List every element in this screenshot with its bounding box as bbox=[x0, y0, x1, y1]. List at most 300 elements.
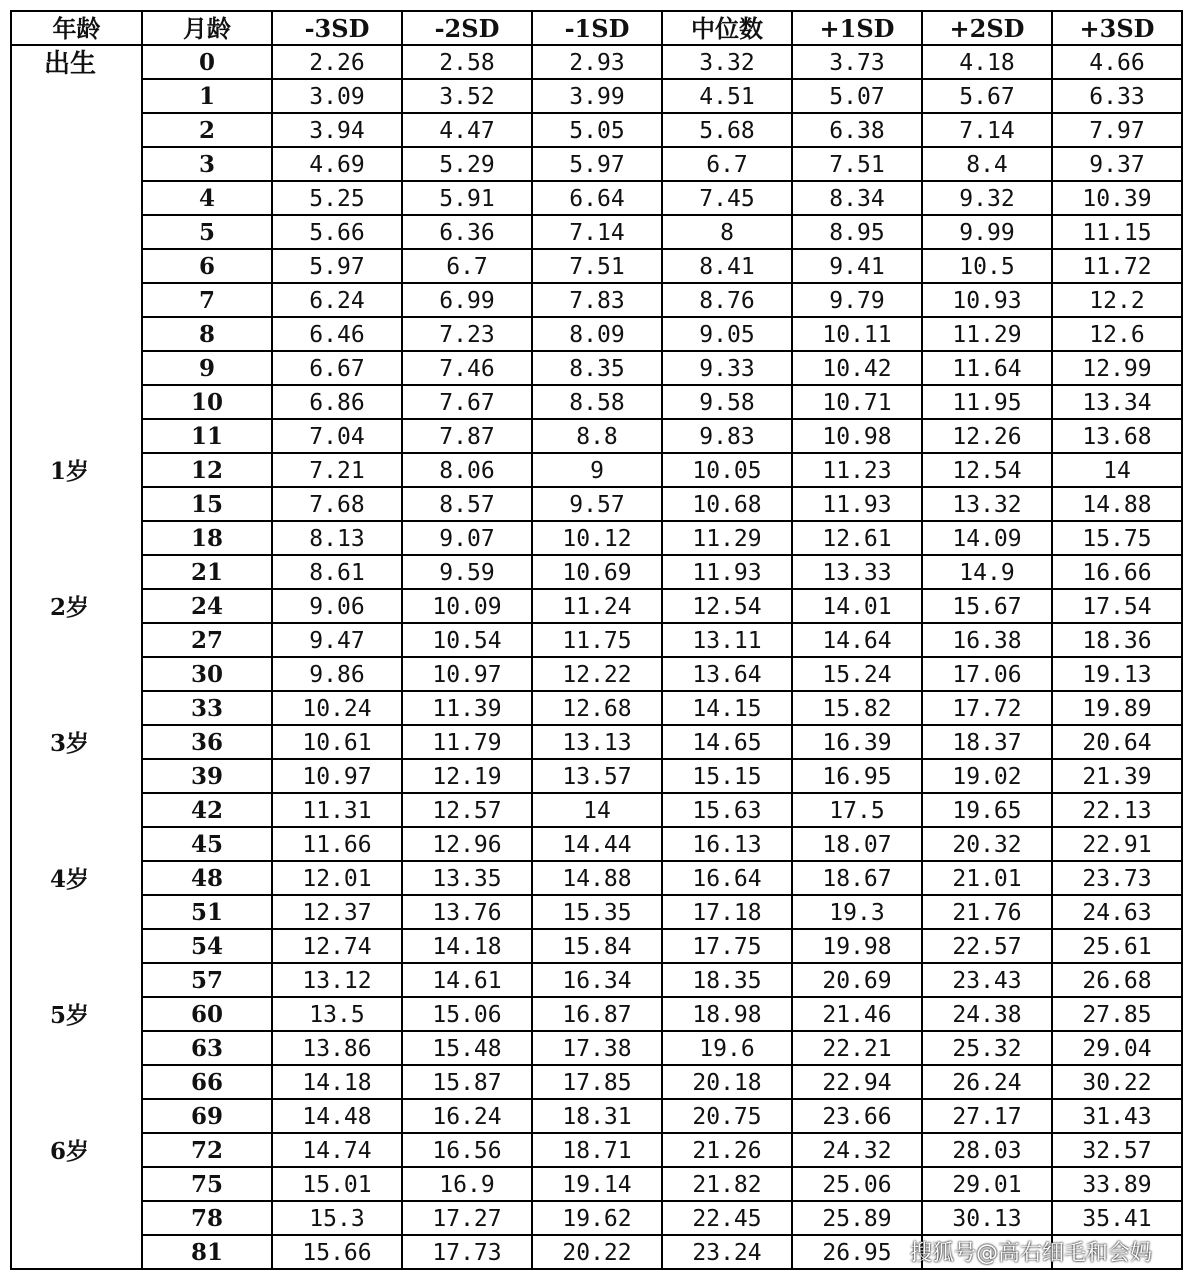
value-cell: 17.73 bbox=[402, 1235, 532, 1269]
value-cell: 27.85 bbox=[1052, 997, 1182, 1031]
month-cell: 1 bbox=[142, 79, 272, 113]
value-cell: 9.59 bbox=[402, 555, 532, 589]
value-cell: 10.97 bbox=[272, 759, 402, 793]
value-cell: 5.25 bbox=[272, 181, 402, 215]
value-cell: 24.38 bbox=[922, 997, 1052, 1031]
value-cell: 11.23 bbox=[792, 453, 922, 487]
value-cell: 25.61 bbox=[1052, 929, 1182, 963]
value-cell: 14.15 bbox=[662, 691, 792, 725]
value-cell: 23.43 bbox=[922, 963, 1052, 997]
value-cell: 15.35 bbox=[532, 895, 662, 929]
table-row bbox=[11, 623, 1182, 657]
age-cell bbox=[11, 113, 142, 147]
value-cell: 12.26 bbox=[922, 419, 1052, 453]
value-cell: 17.75 bbox=[662, 929, 792, 963]
value-cell: 24.32 bbox=[792, 1133, 922, 1167]
value-cell: 15.75 bbox=[1052, 521, 1182, 555]
value-cell: 5.05 bbox=[532, 113, 662, 147]
value-cell: 10.39 bbox=[1052, 181, 1182, 215]
value-cell: 25.06 bbox=[792, 1167, 922, 1201]
month-cell: 7 bbox=[142, 283, 272, 317]
month-cell: 78 bbox=[142, 1201, 272, 1235]
value-cell: 15.67 bbox=[922, 589, 1052, 623]
value-cell: 13.35 bbox=[402, 861, 532, 895]
month-cell: 15 bbox=[142, 487, 272, 521]
value-cell: 16.64 bbox=[662, 861, 792, 895]
value-cell: 16.66 bbox=[1052, 555, 1182, 589]
value-cell: 6.7 bbox=[402, 249, 532, 283]
value-cell: 14.09 bbox=[922, 521, 1052, 555]
value-cell: 15.66 bbox=[272, 1235, 402, 1269]
age-cell bbox=[11, 827, 142, 861]
value-cell: 12.6 bbox=[1052, 317, 1182, 351]
value-cell: 3.73 bbox=[792, 45, 922, 79]
table-row bbox=[11, 79, 1182, 113]
age-cell bbox=[11, 1099, 142, 1133]
table-row bbox=[11, 1201, 1182, 1235]
month-cell: 54 bbox=[142, 929, 272, 963]
value-cell: 9.57 bbox=[532, 487, 662, 521]
value-cell: 9.79 bbox=[792, 283, 922, 317]
table-row bbox=[11, 1167, 1182, 1201]
value-cell: 25.89 bbox=[792, 1201, 922, 1235]
value-cell: 14.65 bbox=[662, 725, 792, 759]
value-cell: 8.76 bbox=[662, 283, 792, 317]
value-cell: 21.76 bbox=[922, 895, 1052, 929]
month-cell: 6 bbox=[142, 249, 272, 283]
value-cell: 17.54 bbox=[1052, 589, 1182, 623]
value-cell: 5.68 bbox=[662, 113, 792, 147]
month-cell: 75 bbox=[142, 1167, 272, 1201]
value-cell: 12.61 bbox=[792, 521, 922, 555]
age-cell bbox=[11, 79, 142, 113]
age-cell: 4岁 bbox=[11, 861, 142, 895]
value-cell: 19.14 bbox=[532, 1167, 662, 1201]
table-row bbox=[11, 997, 1182, 1031]
age-cell: 出生 bbox=[11, 45, 142, 79]
value-cell: 3.09 bbox=[272, 79, 402, 113]
value-cell: 2.93 bbox=[532, 45, 662, 79]
value-cell: 5.67 bbox=[922, 79, 1052, 113]
table-row bbox=[11, 45, 1182, 79]
age-cell bbox=[11, 555, 142, 589]
value-cell: 11.95 bbox=[922, 385, 1052, 419]
age-cell bbox=[11, 215, 142, 249]
value-cell: 13.13 bbox=[532, 725, 662, 759]
value-cell: 17.06 bbox=[922, 657, 1052, 691]
value-cell: 14.61 bbox=[402, 963, 532, 997]
age-cell bbox=[11, 793, 142, 827]
value-cell: 10.68 bbox=[662, 487, 792, 521]
value-cell: 26.24 bbox=[922, 1065, 1052, 1099]
value-cell: 7.14 bbox=[922, 113, 1052, 147]
value-cell: 6.46 bbox=[272, 317, 402, 351]
value-cell: 5.97 bbox=[532, 147, 662, 181]
month-cell: 2 bbox=[142, 113, 272, 147]
value-cell: 11.39 bbox=[402, 691, 532, 725]
age-cell bbox=[11, 759, 142, 793]
value-cell: 14 bbox=[532, 793, 662, 827]
value-cell: 19.98 bbox=[792, 929, 922, 963]
value-cell: 11.79 bbox=[402, 725, 532, 759]
value-cell: 3.52 bbox=[402, 79, 532, 113]
value-cell: 10.11 bbox=[792, 317, 922, 351]
value-cell: 9.33 bbox=[662, 351, 792, 385]
value-cell: 16.39 bbox=[792, 725, 922, 759]
month-cell: 39 bbox=[142, 759, 272, 793]
value-cell: 8.4 bbox=[922, 147, 1052, 181]
value-cell: 6.99 bbox=[402, 283, 532, 317]
value-cell: 20.32 bbox=[922, 827, 1052, 861]
value-cell: 21.26 bbox=[662, 1133, 792, 1167]
month-cell: 33 bbox=[142, 691, 272, 725]
value-cell: 5.07 bbox=[792, 79, 922, 113]
watermark: 搜狐号@高右细毛和会妈 bbox=[910, 1241, 1153, 1266]
value-cell: 16.24 bbox=[402, 1099, 532, 1133]
value-cell: 35.41 bbox=[1052, 1201, 1182, 1235]
value-cell: 17.85 bbox=[532, 1065, 662, 1099]
month-cell: 11 bbox=[142, 419, 272, 453]
table-body bbox=[11, 45, 1182, 1269]
value-cell: 7.45 bbox=[662, 181, 792, 215]
col-header-minus3sd: -3SD bbox=[272, 11, 402, 45]
value-cell: 14.01 bbox=[792, 589, 922, 623]
value-cell: 18.35 bbox=[662, 963, 792, 997]
month-cell: 69 bbox=[142, 1099, 272, 1133]
value-cell: 5.29 bbox=[402, 147, 532, 181]
value-cell: 9.47 bbox=[272, 623, 402, 657]
value-cell: 16.34 bbox=[532, 963, 662, 997]
value-cell: 13.76 bbox=[402, 895, 532, 929]
value-cell: 15.84 bbox=[532, 929, 662, 963]
table-row bbox=[11, 1031, 1182, 1065]
value-cell: 16.38 bbox=[922, 623, 1052, 657]
value-cell: 10.93 bbox=[922, 283, 1052, 317]
col-header-minus2sd: -2SD bbox=[402, 11, 532, 45]
age-cell bbox=[11, 691, 142, 725]
value-cell: 10.54 bbox=[402, 623, 532, 657]
value-cell: 11.64 bbox=[922, 351, 1052, 385]
value-cell: 6.64 bbox=[532, 181, 662, 215]
value-cell: 21.82 bbox=[662, 1167, 792, 1201]
value-cell: 6.67 bbox=[272, 351, 402, 385]
value-cell: 14.48 bbox=[272, 1099, 402, 1133]
value-cell: 32.57 bbox=[1052, 1133, 1182, 1167]
value-cell: 7.87 bbox=[402, 419, 532, 453]
value-cell: 13.11 bbox=[662, 623, 792, 657]
value-cell: 10.71 bbox=[792, 385, 922, 419]
value-cell: 7.51 bbox=[792, 147, 922, 181]
table-row bbox=[11, 113, 1182, 147]
value-cell: 13.57 bbox=[532, 759, 662, 793]
value-cell: 13.86 bbox=[272, 1031, 402, 1065]
value-cell: 14 bbox=[1052, 453, 1182, 487]
month-cell: 27 bbox=[142, 623, 272, 657]
value-cell: 10.98 bbox=[792, 419, 922, 453]
value-cell: 7.46 bbox=[402, 351, 532, 385]
col-header-median: 中位数 bbox=[662, 11, 792, 45]
age-cell bbox=[11, 1201, 142, 1235]
age-cell bbox=[11, 487, 142, 521]
value-cell: 8.8 bbox=[532, 419, 662, 453]
value-cell: 29.04 bbox=[1052, 1031, 1182, 1065]
table-row bbox=[11, 419, 1182, 453]
table-row bbox=[11, 555, 1182, 589]
table-row bbox=[11, 759, 1182, 793]
value-cell: 29.01 bbox=[922, 1167, 1052, 1201]
value-cell: 12.96 bbox=[402, 827, 532, 861]
value-cell: 9.58 bbox=[662, 385, 792, 419]
value-cell: 16.56 bbox=[402, 1133, 532, 1167]
value-cell: 20.75 bbox=[662, 1099, 792, 1133]
value-cell: 12.01 bbox=[272, 861, 402, 895]
value-cell: 12.74 bbox=[272, 929, 402, 963]
value-cell: 18.37 bbox=[922, 725, 1052, 759]
month-cell: 21 bbox=[142, 555, 272, 589]
value-cell: 7.68 bbox=[272, 487, 402, 521]
age-cell bbox=[11, 249, 142, 283]
age-cell bbox=[11, 181, 142, 215]
month-cell: 5 bbox=[142, 215, 272, 249]
age-cell bbox=[11, 929, 142, 963]
value-cell: 22.45 bbox=[662, 1201, 792, 1235]
month-cell: 60 bbox=[142, 997, 272, 1031]
col-header-plus3sd: +3SD bbox=[1052, 11, 1182, 45]
value-cell: 14.74 bbox=[272, 1133, 402, 1167]
age-header: 年龄 bbox=[11, 11, 142, 45]
month-cell: 0 bbox=[142, 45, 272, 79]
col-header-plus1sd: +1SD bbox=[792, 11, 922, 45]
value-cell: 26.68 bbox=[1052, 963, 1182, 997]
value-cell: 22.21 bbox=[792, 1031, 922, 1065]
age-cell: 6岁 bbox=[11, 1133, 142, 1167]
value-cell: 4.69 bbox=[272, 147, 402, 181]
table-row bbox=[11, 453, 1182, 487]
value-cell: 17.72 bbox=[922, 691, 1052, 725]
age-cell bbox=[11, 385, 142, 419]
value-cell: 14.88 bbox=[1052, 487, 1182, 521]
age-cell: 1岁 bbox=[11, 453, 142, 487]
age-cell bbox=[11, 317, 142, 351]
value-cell: 10.5 bbox=[922, 249, 1052, 283]
value-cell: 17.5 bbox=[792, 793, 922, 827]
value-cell: 10.69 bbox=[532, 555, 662, 589]
value-cell: 7.83 bbox=[532, 283, 662, 317]
value-cell: 16.87 bbox=[532, 997, 662, 1031]
value-cell: 14.9 bbox=[922, 555, 1052, 589]
age-cell bbox=[11, 419, 142, 453]
age-cell bbox=[11, 283, 142, 317]
value-cell: 11.24 bbox=[532, 589, 662, 623]
month-cell: 51 bbox=[142, 895, 272, 929]
age-cell: 3岁 bbox=[11, 725, 142, 759]
value-cell: 15.48 bbox=[402, 1031, 532, 1065]
value-cell: 4.51 bbox=[662, 79, 792, 113]
value-cell: 18.67 bbox=[792, 861, 922, 895]
age-cell bbox=[11, 963, 142, 997]
value-cell: 22.57 bbox=[922, 929, 1052, 963]
value-cell: 2.58 bbox=[402, 45, 532, 79]
table-row bbox=[11, 725, 1182, 759]
month-cell: 4 bbox=[142, 181, 272, 215]
value-cell: 20.18 bbox=[662, 1065, 792, 1099]
value-cell: 13.5 bbox=[272, 997, 402, 1031]
value-cell: 10.05 bbox=[662, 453, 792, 487]
value-cell: 18.98 bbox=[662, 997, 792, 1031]
value-cell: 6.24 bbox=[272, 283, 402, 317]
value-cell: 6.33 bbox=[1052, 79, 1182, 113]
value-cell: 14.44 bbox=[532, 827, 662, 861]
value-cell: 4.66 bbox=[1052, 45, 1182, 79]
value-cell: 12.54 bbox=[922, 453, 1052, 487]
age-cell: 5岁 bbox=[11, 997, 142, 1031]
value-cell: 11.31 bbox=[272, 793, 402, 827]
table-row bbox=[11, 895, 1182, 929]
age-cell bbox=[11, 623, 142, 657]
age-cell bbox=[11, 147, 142, 181]
value-cell: 9.41 bbox=[792, 249, 922, 283]
month-header: 月龄 bbox=[142, 11, 272, 45]
month-cell: 9 bbox=[142, 351, 272, 385]
value-cell: 21.46 bbox=[792, 997, 922, 1031]
value-cell: 7.04 bbox=[272, 419, 402, 453]
value-cell: 23.73 bbox=[1052, 861, 1182, 895]
value-cell: 6.86 bbox=[272, 385, 402, 419]
value-cell: 11.93 bbox=[792, 487, 922, 521]
value-cell: 6.7 bbox=[662, 147, 792, 181]
month-cell: 8 bbox=[142, 317, 272, 351]
value-cell: 11.29 bbox=[662, 521, 792, 555]
value-cell: 19.65 bbox=[922, 793, 1052, 827]
value-cell: 30.13 bbox=[922, 1201, 1052, 1235]
value-cell: 7.97 bbox=[1052, 113, 1182, 147]
age-cell bbox=[11, 1167, 142, 1201]
table-row bbox=[11, 1065, 1182, 1099]
table-row bbox=[11, 249, 1182, 283]
value-cell: 3.99 bbox=[532, 79, 662, 113]
table-row bbox=[11, 147, 1182, 181]
month-cell: 66 bbox=[142, 1065, 272, 1099]
value-cell: 3.94 bbox=[272, 113, 402, 147]
value-cell: 27.17 bbox=[922, 1099, 1052, 1133]
month-cell: 36 bbox=[142, 725, 272, 759]
value-cell: 5.97 bbox=[272, 249, 402, 283]
value-cell: 16.9 bbox=[402, 1167, 532, 1201]
table-row bbox=[11, 929, 1182, 963]
month-cell: 48 bbox=[142, 861, 272, 895]
value-cell: 23.66 bbox=[792, 1099, 922, 1133]
table-row bbox=[11, 963, 1182, 997]
value-cell: 13.68 bbox=[1052, 419, 1182, 453]
table-row bbox=[11, 385, 1182, 419]
value-cell: 9.37 bbox=[1052, 147, 1182, 181]
value-cell: 9.86 bbox=[272, 657, 402, 691]
value-cell: 11.29 bbox=[922, 317, 1052, 351]
age-cell bbox=[11, 1065, 142, 1099]
table-row bbox=[11, 351, 1182, 385]
value-cell: 2.26 bbox=[272, 45, 402, 79]
age-cell bbox=[11, 895, 142, 929]
table-row bbox=[11, 181, 1182, 215]
age-cell bbox=[11, 1031, 142, 1065]
value-cell: 14.64 bbox=[792, 623, 922, 657]
value-cell: 13.33 bbox=[792, 555, 922, 589]
value-cell: 12.99 bbox=[1052, 351, 1182, 385]
value-cell: 10.61 bbox=[272, 725, 402, 759]
value-cell: 17.38 bbox=[532, 1031, 662, 1065]
table-row bbox=[11, 657, 1182, 691]
month-cell: 18 bbox=[142, 521, 272, 555]
value-cell: 9.83 bbox=[662, 419, 792, 453]
value-cell: 18.31 bbox=[532, 1099, 662, 1133]
table-row bbox=[11, 691, 1182, 725]
month-cell: 81 bbox=[142, 1235, 272, 1269]
value-cell: 11.66 bbox=[272, 827, 402, 861]
value-cell: 8.13 bbox=[272, 521, 402, 555]
value-cell: 12.2 bbox=[1052, 283, 1182, 317]
age-cell bbox=[11, 657, 142, 691]
value-cell: 4.18 bbox=[922, 45, 1052, 79]
value-cell: 8.95 bbox=[792, 215, 922, 249]
value-cell: 7.14 bbox=[532, 215, 662, 249]
value-cell: 12.37 bbox=[272, 895, 402, 929]
value-cell: 8.61 bbox=[272, 555, 402, 589]
value-cell: 18.07 bbox=[792, 827, 922, 861]
value-cell: 12.22 bbox=[532, 657, 662, 691]
value-cell: 13.64 bbox=[662, 657, 792, 691]
value-cell: 8.34 bbox=[792, 181, 922, 215]
table-row bbox=[11, 487, 1182, 521]
month-cell: 45 bbox=[142, 827, 272, 861]
value-cell: 5.66 bbox=[272, 215, 402, 249]
value-cell: 9.32 bbox=[922, 181, 1052, 215]
value-cell: 12.57 bbox=[402, 793, 532, 827]
value-cell: 8.09 bbox=[532, 317, 662, 351]
value-cell: 8.57 bbox=[402, 487, 532, 521]
value-cell: 17.18 bbox=[662, 895, 792, 929]
value-cell: 26.95 bbox=[792, 1235, 922, 1269]
month-cell: 10 bbox=[142, 385, 272, 419]
value-cell: 10.09 bbox=[402, 589, 532, 623]
value-cell: 11.72 bbox=[1052, 249, 1182, 283]
growth-standard-table bbox=[10, 10, 1183, 1270]
month-cell: 57 bbox=[142, 963, 272, 997]
value-cell: 15.24 bbox=[792, 657, 922, 691]
value-cell: 13.12 bbox=[272, 963, 402, 997]
value-cell: 8.06 bbox=[402, 453, 532, 487]
value-cell: 9 bbox=[532, 453, 662, 487]
value-cell: 22.13 bbox=[1052, 793, 1182, 827]
value-cell: 3.32 bbox=[662, 45, 792, 79]
value-cell: 15.87 bbox=[402, 1065, 532, 1099]
value-cell: 9.07 bbox=[402, 521, 532, 555]
value-cell: 31.43 bbox=[1052, 1099, 1182, 1133]
value-cell: 7.21 bbox=[272, 453, 402, 487]
value-cell: 12.68 bbox=[532, 691, 662, 725]
value-cell: 18.36 bbox=[1052, 623, 1182, 657]
table-row bbox=[11, 827, 1182, 861]
month-cell: 12 bbox=[142, 453, 272, 487]
col-header-plus2sd: +2SD bbox=[922, 11, 1052, 45]
value-cell: 20.64 bbox=[1052, 725, 1182, 759]
value-cell: 18.71 bbox=[532, 1133, 662, 1167]
value-cell: 14.18 bbox=[402, 929, 532, 963]
month-cell: 42 bbox=[142, 793, 272, 827]
value-cell: 19.3 bbox=[792, 895, 922, 929]
age-cell: 2岁 bbox=[11, 589, 142, 623]
value-cell: 15.15 bbox=[662, 759, 792, 793]
col-header-minus1sd: -1SD bbox=[532, 11, 662, 45]
